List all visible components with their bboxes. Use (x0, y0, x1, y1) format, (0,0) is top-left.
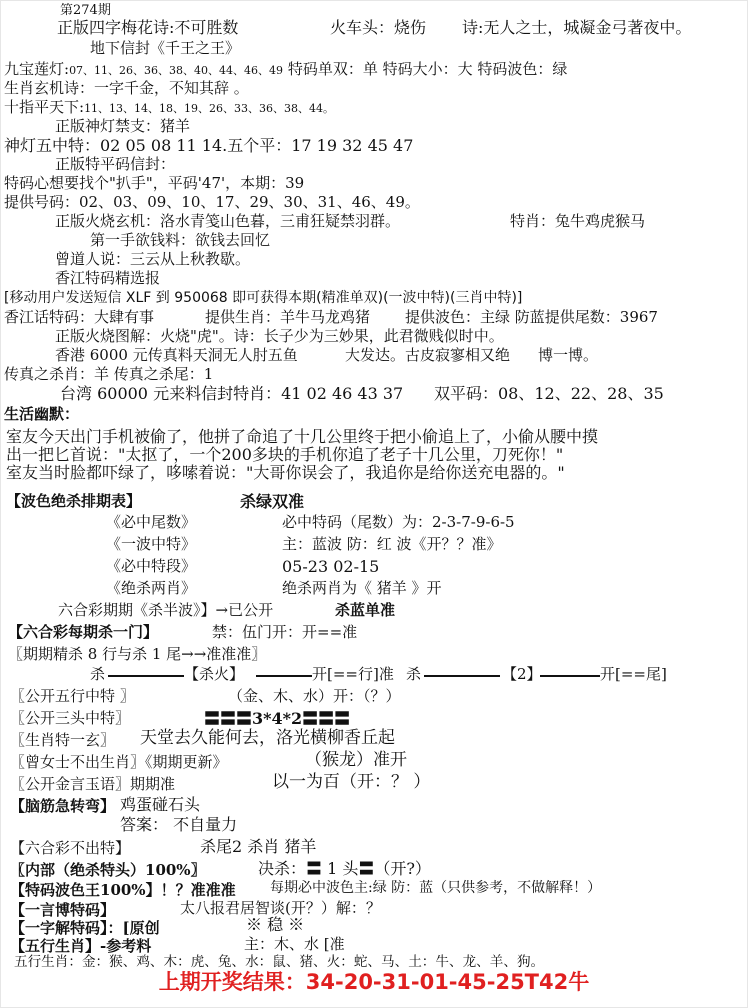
chuanzhen-line: 传真之杀肖：羊 传真之杀尾：1 (4, 365, 214, 383)
shizhi-line (4, 99, 334, 117)
xianghua-mid: 提供生肖：羊牛马龙鸡猪 (205, 308, 371, 326)
double-rule (256, 675, 312, 677)
tigong-label: 提供号码： (4, 193, 80, 211)
humor-title: 生活幽默： (4, 405, 80, 423)
diyishou-line: 第一手欲钱料：欲钱去回忆 (90, 231, 271, 249)
yizijie-label: 【一字解特码】：[原创 (10, 919, 160, 937)
wave-row-value: 必中特码（尾数）为：2-3-7-9-6-5 (282, 513, 515, 531)
wave-title: 【波色绝杀排期表】 (6, 492, 142, 510)
naojin-answer: 答案： 不自量力 (120, 815, 238, 834)
liuhe-ban-tag: 杀蓝单准 (335, 601, 396, 619)
double-rule (424, 675, 500, 677)
gongkai-key: 〖公开金言玉语〗期期准 (10, 775, 176, 793)
xiangjiang-title: 香江特码精选报 (55, 269, 161, 287)
shengxiao-poem: 生肖玄机诗：一字千金，不知其辞 。 (4, 79, 249, 97)
teping-letter: 正版特平码信封： (55, 155, 176, 173)
gongkai-value: 天堂去久能何去，洛光横柳香丘起 (140, 728, 395, 748)
double-rule (540, 675, 600, 677)
wave-row-key: 《必中特段》 (106, 557, 197, 575)
shizhi-nums: 11、13、14、18、19、26、33、36、38、44。 (84, 102, 335, 115)
qijing-line: 〖期期精杀 8 行与杀 1 尾→→准准准〗 (8, 645, 267, 663)
underground-letter: 地下信封《千王之王》 (90, 39, 241, 57)
shizhi-label: 十指平天下: (4, 98, 85, 116)
hongkong-mid: 大发达。古皮寂寥相又绝 (345, 346, 511, 364)
jiubao-label: 九宝莲灯: (4, 60, 70, 78)
sms-line: [移动用户发送短信 XLF 到 950068 即可获得本期(精准单双)(一波中特)(三肖中特)] (4, 290, 523, 306)
jiubao-line (4, 61, 567, 79)
tigong-line (4, 194, 420, 211)
yimen-label: 【六合彩每期杀一门】 (8, 623, 159, 641)
shendeng-five: 神灯五中特：02 05 08 11 14.五个平：17 19 32 45 47 (4, 136, 414, 155)
jiubao-nums: 07、11、26、36、38、40、44、46、49 (69, 64, 284, 77)
buchu-label: 【六合彩不出特】 (10, 839, 131, 857)
kill-text: 杀 (406, 665, 422, 683)
gongkai-value: （金、木、水）开：（？） (228, 687, 401, 705)
gongkai-key: 〖公开三头中特〗 (10, 709, 131, 727)
wave-row-key: 《一波中特》 (106, 535, 197, 553)
gongkai-value: 〓〓〓3*4*2〓〓〓 (204, 709, 351, 728)
naojin-label: 【脑筋急转弯】 (10, 797, 116, 815)
naojin-question: 鸡蛋碰石头 (120, 795, 201, 814)
shendeng-ban: 正版神灯禁支：猪羊 (55, 117, 191, 135)
taiwan-left: 台湾 60000 元来料信封特肖：41 02 46 43 37 (60, 384, 404, 403)
hongkong-right: 博一博。 (538, 346, 599, 364)
gongkai-key: 〖曾女士不出生肖〗《期期更新》 (10, 753, 228, 771)
gongkai-value: 以一为百（开：？ ） (272, 772, 431, 792)
wuxing-value: 主：木、水 [准 (244, 935, 345, 953)
open-row-label: 开[==行]准 (312, 665, 394, 683)
wave-row-value: 主：蓝波 防：红 波《开？？准》 (282, 535, 502, 553)
last-draw-result: 上期开奖结果：34-20-31-01-45-25T42牛 (158, 970, 590, 994)
humor-line: 室友当时脸都吓绿了，哆嗦着说："大哥你误会了，我追你是给你送充电器的。" (6, 463, 565, 482)
hongkong-left: 香港 6000 元传真料天洞无人肘五鱼 (55, 346, 298, 364)
tigong-nums: 02、03、09、10、17、29、30、31、46、49。 (79, 193, 420, 211)
humor-line: 室友今天出门手机被偷了，他拼了命追了十几公里终于把小偷追上了，小偷从腰中摸 (6, 427, 599, 446)
gongkai-key: 〖生肖特一玄〗 (10, 731, 116, 749)
xianghua-right: 提供波色：主绿 防蓝提供尾数：3967 (405, 308, 658, 326)
double-rule (108, 675, 184, 677)
neibu-value: 决杀：〓 1 头〓（开?） (258, 859, 431, 878)
kill-text: 杀 (90, 665, 106, 683)
wave-row-value: 绝杀两肖为《 猪羊 》开 (282, 579, 442, 597)
tujie-line: 正版火烧图解：火烧"虎"。诗：长子少为三妙果，此君微贱似时中。 (55, 327, 504, 345)
wave-row-value: 05-23 02-15 (282, 557, 380, 576)
bowang-label: 【特码波色王100%】！？准准准 (10, 881, 236, 899)
zengdao-line: 曾道人说：三云从上秋教歇。 (55, 250, 251, 268)
yizijie-value: ※ 稳 ※ (246, 915, 305, 934)
train-head: 火车头：烧伤 (330, 18, 427, 37)
wuxing-list: 五行生肖：金：猴、鸡、木：虎、兔、水：鼠、猪、火：蛇、马、土：牛、龙、羊、狗。 (14, 954, 545, 970)
wave-row-key: 《必中尾数》 (106, 513, 197, 531)
bowang-value: 每期必中波色主:绿 防：蓝（只供参考，不做解释！） (270, 880, 602, 896)
wave-tag: 杀绿双准 (240, 492, 305, 511)
jiubao-rest: 特码单双：单 特码大小：大 特码波色：绿 (287, 60, 568, 78)
humor-line: 出一把匕首说："太抠了，一个200多块的手机你追了老子十几公里，刀死你！" (6, 445, 564, 464)
liuhe-ban-text: 六合彩期期《杀半波》】→已公开 (58, 601, 274, 619)
gongkai-value: （猴龙）准开 (305, 750, 407, 770)
taiwan-right: 双平码：08、12、22、28、35 (434, 384, 664, 403)
yiyan-label: 【一言博特码】 (10, 901, 116, 919)
huoshao-right: 特肖：兔牛鸡虎猴马 (510, 212, 646, 230)
gongkai-key: 〖公开五行中特 〗 (10, 687, 135, 705)
neibu-label: 〖内部（绝杀特头）100%〗 (10, 861, 206, 879)
open-tail-label: 开[==尾] (600, 665, 667, 683)
wave-row-key: 《绝杀两肖》 (106, 579, 197, 597)
issue-number: 第274期 (60, 3, 111, 18)
kill-two-label: 【2】 (502, 665, 542, 683)
yiyan-value: 太八报君居智谈(开？）解：？ (180, 899, 381, 917)
header-poem: 诗:无人之士，城凝金弓著夜中。 (462, 18, 692, 37)
four-char-poem: 正版四字梅花诗:不可胜数 (57, 18, 239, 37)
huoshao-left: 正版火烧玄机：洛水青笺山色暮，三甫狂疑禁羽群。 (55, 212, 401, 230)
buchu-value: 杀尾2 杀肖 猪羊 (200, 837, 317, 856)
xianghua-left: 香江话特码：大肆有事 (4, 308, 155, 326)
kill-fire-label: 【杀火】 (184, 665, 245, 683)
wuxing-label: 【五行生肖】-参考料 (10, 937, 152, 955)
xinxiang-line: 特码心想要找个"扒手"，平码'47'，本期：39 (4, 174, 305, 192)
yimen-value: 禁：伍门开：开==准 (212, 623, 358, 641)
